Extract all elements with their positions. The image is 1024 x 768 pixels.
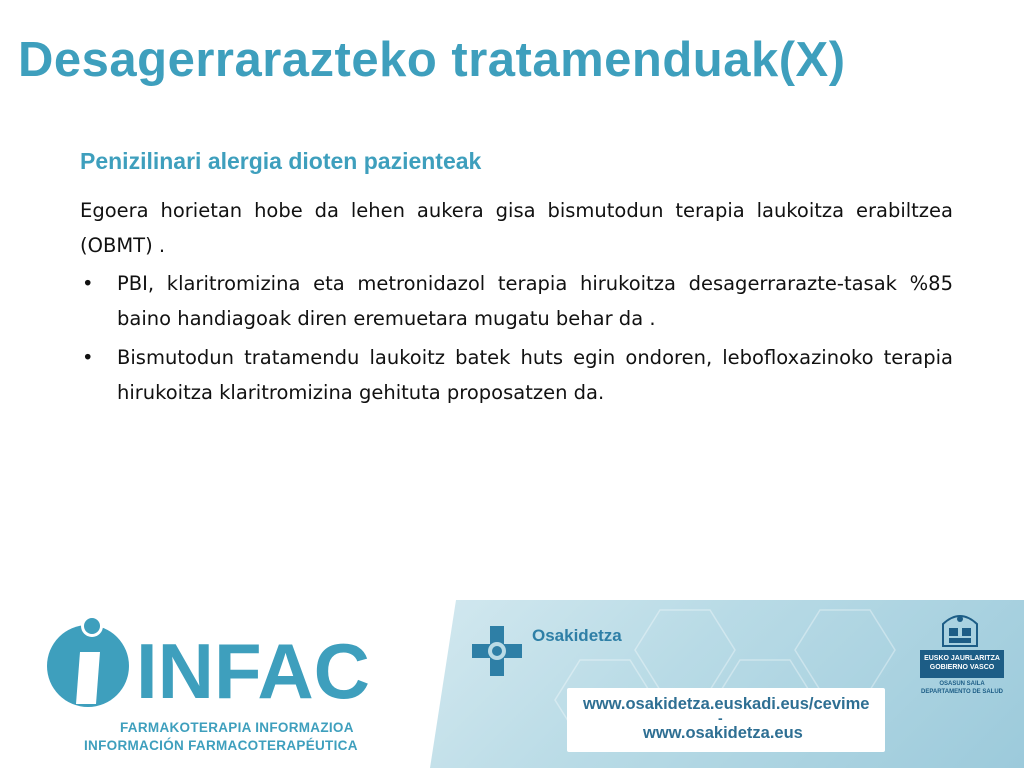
gv-box-line1: EUSKO JAURLARITZA [924,655,1000,662]
osakidetza-link[interactable]: www.osakidetza.eus [643,724,803,742]
bullet-text: Bismutodun tratamendu laukoitz batek huts egin ondoren, lebofloxazinoko terapia hirukoitza klaritromizina gehituta proposatzen da. [117,346,953,404]
bullet-text: PBI, klaritromizina eta metronidazol terapia hirukoitza desagerrarazte-tasak %85 baino handiagoak diren eremuetara mugatu behar da . [117,272,953,330]
gv-sub-line2: DEPARTAMENTO DE SALUD [920,689,1003,695]
gv-box-line2: GOBIERNO VASCO [929,664,995,671]
intro-paragraph: Egoera horietan hobe da lehen aukera gisa bismutodun terapia laukoitza erabiltzea (OBMT) . [80,199,953,257]
infac-logo-text: INFAC [136,627,370,715]
slide-subtitle: Penizilinari alergia dioten pazienteak [80,148,482,174]
gobierno-vasco-box [920,650,1004,678]
bullet-item [80,266,953,336]
bullet-item [80,340,953,410]
osakidetza-name: Osakidetza [532,626,622,645]
infac-line2: INFORMACIÓN FARMACOTERAPÉUTICA [84,738,358,753]
gobierno-vasco-emblem-icon [935,608,985,648]
bullet-icon: • [82,346,94,369]
infac-line1: FARMAKOTERAPIA INFORMAZIOA [120,720,354,735]
gv-sub-line1: OSASUN SAILA [939,681,985,687]
osakidetza-logo-icon [470,624,524,678]
gobierno-vasco-sub [916,680,1008,696]
bullet-icon: • [82,272,94,295]
url-separator: - [718,710,723,726]
infac-logo [44,612,374,724]
cevime-link[interactable]: www.osakidetza.euskadi.eus/cevime [583,695,870,713]
slide-title: Desagerrarazteko tratamenduak(X) [18,33,846,87]
bullet-list [80,266,953,414]
